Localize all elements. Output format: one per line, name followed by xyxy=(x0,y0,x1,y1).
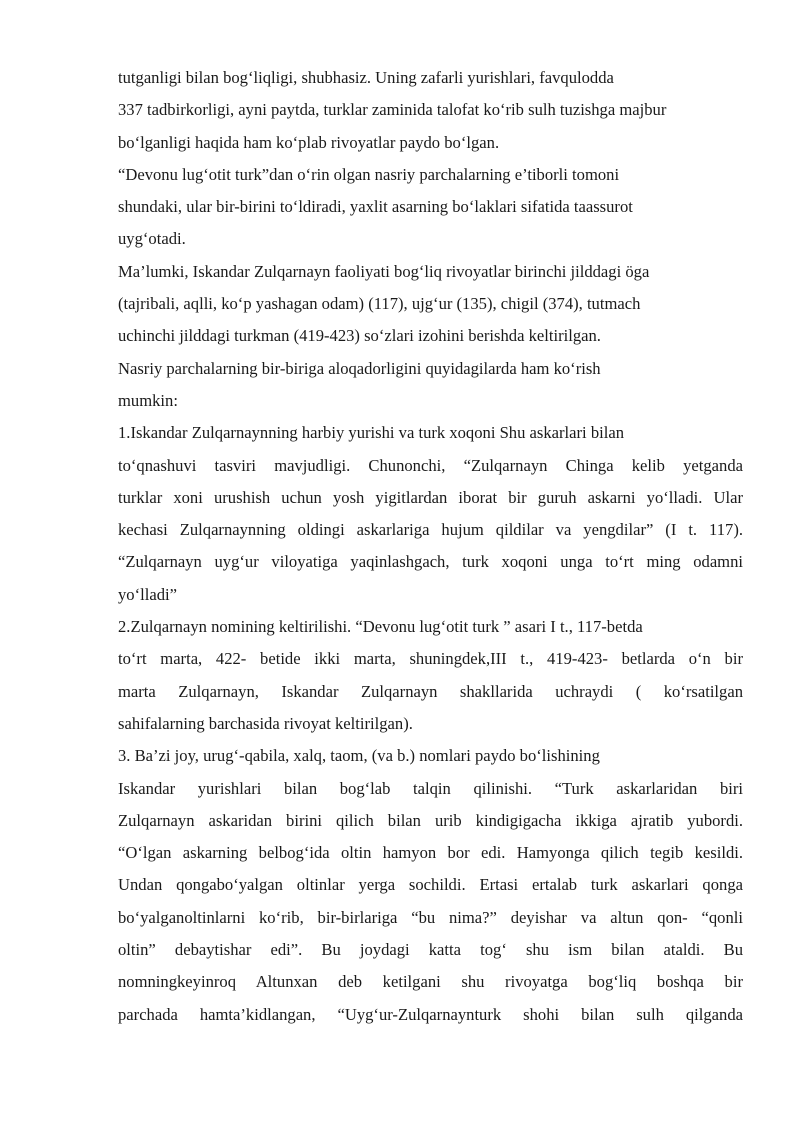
text-line: sahifalarning barchasida rivoyat keltirilgan). xyxy=(118,713,413,733)
text-line: Undan qongabo‘yalgan oltinlar yerga sochildi. Ertasi ertalab turk askarlari qonga xyxy=(118,875,743,895)
text-line: shundaki, ular bir-birini to‘ldiradi, yaxlit asarning bo‘laklari sifatida taassurot xyxy=(118,197,633,217)
text-line: “Devonu lug‘otit turk”dan o‘rin olgan nasriy parchalarning e’tiborli tomoni xyxy=(118,164,620,184)
text-line: yo‘lladi” xyxy=(118,584,177,604)
text-line: mumkin: xyxy=(118,390,178,410)
text-line: bo‘yalganoltinlarni ko‘rib, bir-birlariga “bu nima?” deyishar va altun qon- “qonli xyxy=(118,907,743,927)
text-line: tutganligi bilan bog‘liqligi, shubhasiz. Uning zafarli yurishlari, favqulodda xyxy=(118,68,614,87)
text-line: bo‘lganligi haqida ham ko‘plab rivoyatlar paydo bo‘lgan. xyxy=(118,132,500,152)
text-line: oltin” debaytishar edi”. Bu joydagi katta tog‘ shu ism bilan ataldi. Bu xyxy=(118,940,743,960)
text-line: uyg‘otadi. xyxy=(118,229,186,249)
text-line: parchada hamta’kidlangan, “Uyg‘ur-Zulqarnaynturk shohi bilan sulh qilganda xyxy=(118,1004,743,1024)
text-line: uchinchi jilddagi turkman (419-423) so‘zlari izohini berishda keltirilgan. xyxy=(118,326,601,346)
text-line: 2.Zulqarnayn nomining keltirilishi. “Devonu lug‘otit turk ” asari I t., 117-betda xyxy=(118,617,643,637)
text-line: kechasi Zulqarnaynning oldingi askarlariga hujum qildilar va yengdilar” (I t. 117). xyxy=(118,520,743,540)
text-line: 3. Ba’zi joy, urug‘-qabila, xalq, taom, (va b.) nomlari paydo bo‘lishining xyxy=(118,746,600,766)
text-line: Zulqarnayn askaridan birini qilich bilan urib kindigigacha ikkiga ajratib yubordi. xyxy=(118,810,743,830)
text-line: Nasriy parchalarning bir-biriga aloqadorligini quyidagilarda ham ko‘rish xyxy=(118,358,601,378)
text-line: 337 tadbirkorligi, ayni paytda, turklar zaminida talofat ko‘rib sulh tuzishga majbur xyxy=(118,100,667,120)
text-line: Ma’lumki, Iskandar Zulqarnayn faoliyati bog‘liq rivoyatlar birinchi jilddagi öga xyxy=(118,261,650,281)
text-line: nomningkeyinroq Altunxan deb ketilgani shu rivoyatga bog‘liq boshqa bir xyxy=(118,972,743,992)
text-line: “Zulqarnayn uyg‘ur viloyatiga yaqinlashgach, turk xoqoni unga to‘rt ming odamni xyxy=(118,552,743,572)
text-line: marta Zulqarnayn, Iskandar Zulqarnayn shakllarida uchraydi ( ko‘rsatilgan xyxy=(118,681,743,701)
text-line: (tajribali, aqlli, ko‘p yashagan odam) (117), ujg‘ur (135), chigil (374), tutmach xyxy=(118,294,641,314)
text-line: to‘rt marta, 422- betide ikki marta, shuningdek,III t., 419-423- betlarda o‘n bir xyxy=(118,649,743,669)
text-line: 1.Iskandar Zulqarnaynning harbiy yurishi va turk xoqoni Shu askarlari bilan xyxy=(118,423,624,443)
text-line: to‘qnashuvi tasviri mavjudligi. Chunonchi, “Zulqarnayn Chinga kelib yetganda xyxy=(118,455,743,475)
text-line: turklar xoni urushish uchun yosh yigitlardan iborat bir guruh askarni yo‘lladi. Ular xyxy=(118,487,743,507)
body-text xyxy=(118,62,743,1031)
text-line: “O‘lgan askarning belbog‘ida oltin hamyon bor edi. Hamyonga qilich tegib kesildi. xyxy=(118,843,743,863)
text-line: Iskandar yurishlari bilan bog‘lab talqin qilinishi. “Turk askarlaridan biri xyxy=(118,778,743,798)
